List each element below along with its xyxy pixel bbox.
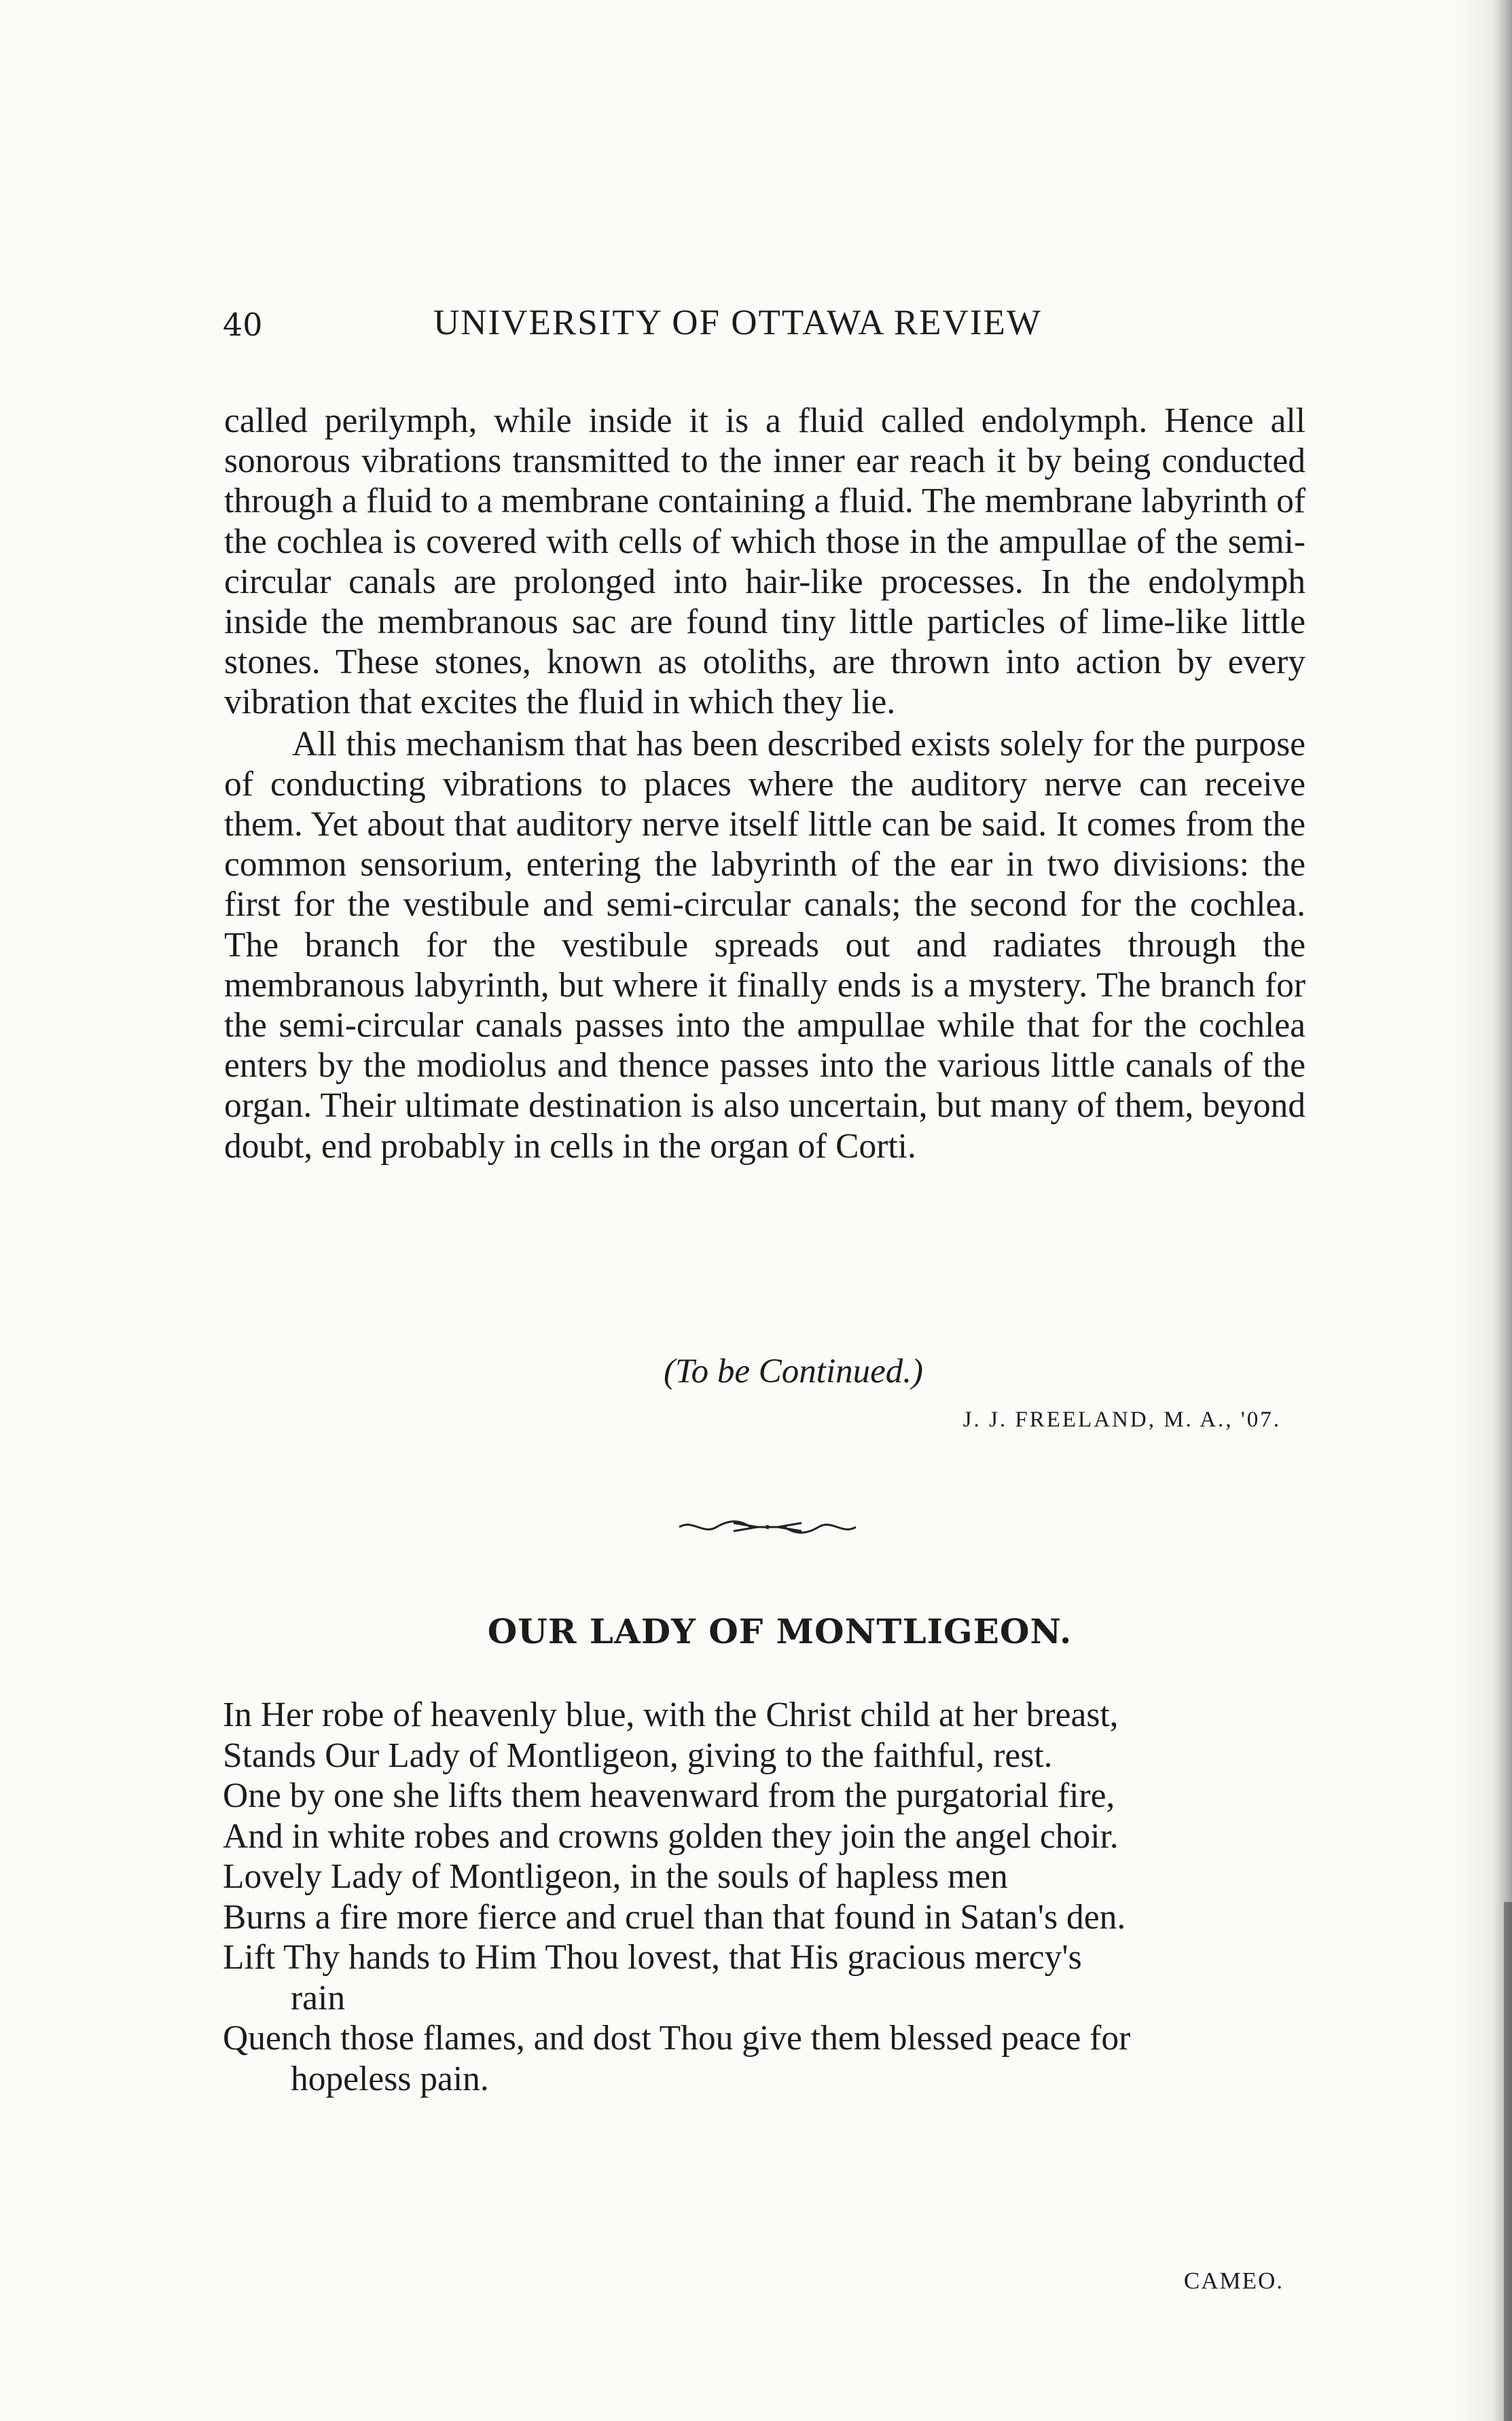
poem-body (223, 1695, 1310, 2099)
page-number: 40 (223, 306, 263, 343)
paragraph-1: called perilymph, while inside it is a fluid called endolymph. Hence all sonorous vibrations transmitted to the inner ear reach it by being conducted through a fluid to a membrane containing a fluid. The membrane labyrinth of the cochlea is covered with cells of which those in the ampullae of the semi-circular canals are prolonged into hair-like processes. In the endolymph inside the membranous sac are found tiny little particles of lime-like little stones. These stones, known as otoliths, are thrown into action by every vibration that excites the fluid in which they lie. (224, 401, 1306, 722)
poem-author: CAMEO. (1183, 2267, 1284, 2294)
to-be-continued-text: (To be Continued.) (663, 1352, 924, 1391)
poem-line-continuation: hopeless pain. (291, 2059, 489, 2098)
article-signature: J. J. FREELAND, M. A., '07. (962, 1407, 1281, 1432)
poem-line: And in white robes and crowns golden they join the angel choir. (223, 1816, 1119, 1856)
poem-line: Quench those flames, and dost Thou give them blessed peace for (223, 2019, 1131, 2058)
paragraph-2: All this mechanism that has been described exists solely for the purpose of conducting vibrations to places where the auditory nerve can receive them. Yet about that auditory nerve itself little can be said. It comes from the common sensorium, entering the labyrinth of the ear in two divisions: the first for the vestibule and semi-circular canals; the second for the cochlea. The branch for the vestibule spreads out and radiates through the membranous labyrinth, but where it finally ends is a mystery. The branch for the semi-circular canals passes into the ampullae while that for the cochlea enters by the modiolus and thence passes into the various little canals of the organ. Their ultimate destination is also uncertain, but many of them, beyond doubt, end probably in cells in the organ of Corti. (224, 724, 1306, 1166)
ornament-divider-icon (676, 1507, 859, 1547)
scan-edge-shadow (1430, 0, 1512, 2421)
to-be-continued (0, 1352, 1512, 1391)
poem-line: One by one she lifts them heavenward from the purgatorial fire, (223, 1776, 1115, 1815)
poem-line: Lovely Lady of Montligeon, in the souls of hapless men (223, 1857, 1008, 1896)
poem-line-continuation: rain (291, 1978, 346, 2018)
article-body (224, 401, 1306, 1166)
running-head (223, 302, 1296, 350)
poem-line: Burns a fire more fierce and cruel than that found in Satan's den. (223, 1897, 1126, 1937)
poem-title (0, 1611, 1512, 1651)
poem-line: In Her robe of heavenly blue, with the Christ child at her breast, (223, 1696, 1119, 1734)
journal-title: UNIVERSITY OF OTTAWA REVIEW (433, 303, 1042, 342)
poem-line: Stands Our Lady of Montligeon, giving to the faithful, rest. (223, 1736, 1053, 1775)
poem-title-text: OUR LADY OF MONTLIGEON. (487, 1611, 1073, 1651)
poem-line: Lift Thy hands to Him Thou lovest, that His gracious mercy's (223, 1938, 1082, 1977)
